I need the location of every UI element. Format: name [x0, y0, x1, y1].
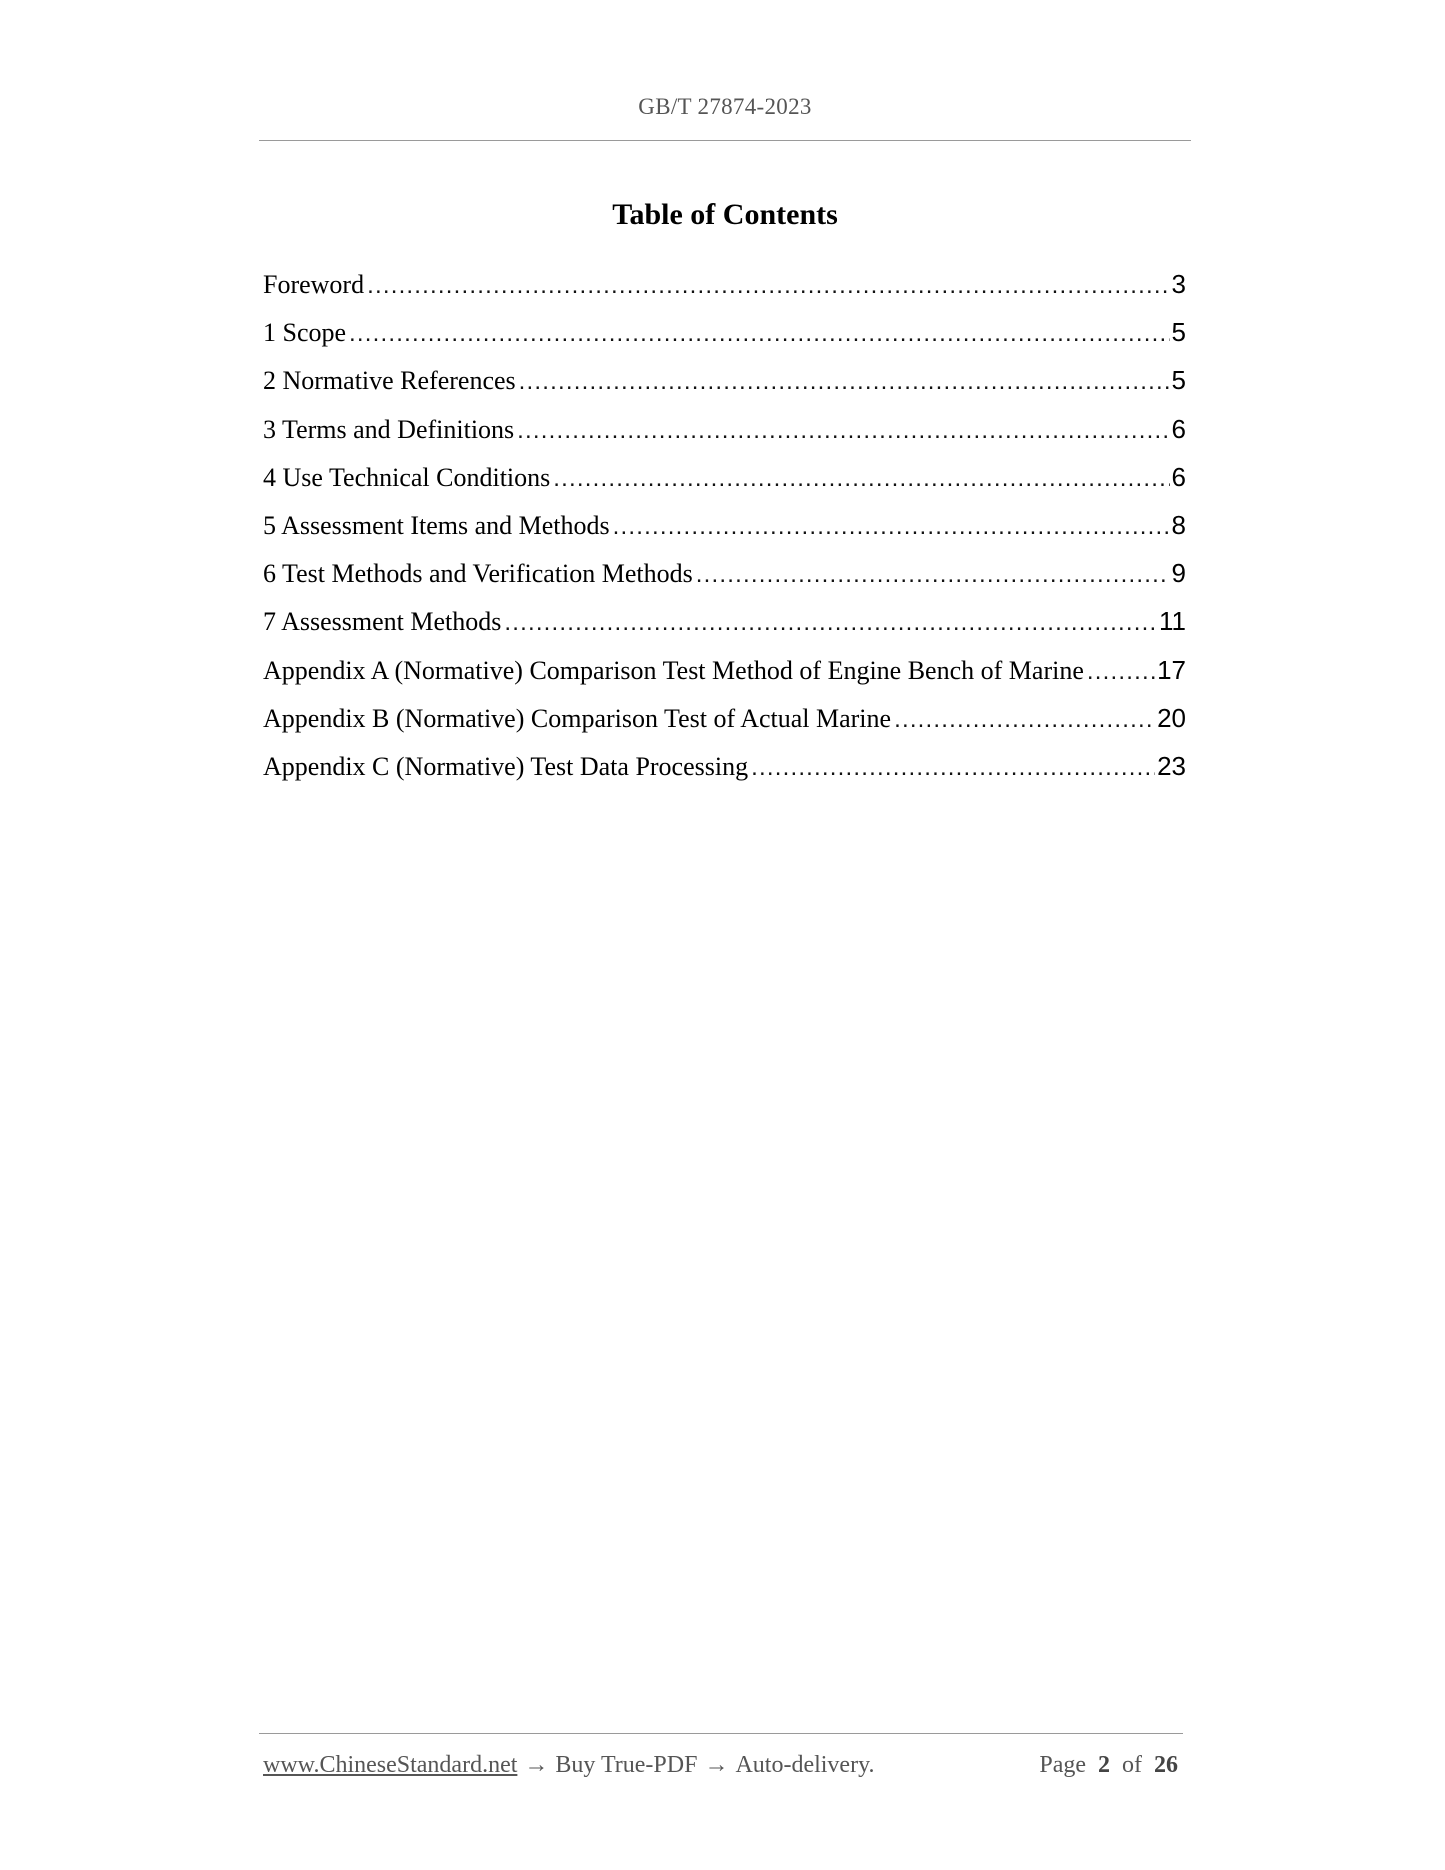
toc-dot-leader	[553, 457, 1169, 501]
toc-entry-text: 3 Terms and Definitions	[263, 414, 515, 444]
header-divider	[259, 140, 1191, 141]
total-pages-number: 26	[1154, 1752, 1178, 1778]
toc-dot-leader	[367, 264, 1169, 308]
toc-dot-leader	[517, 409, 1169, 453]
toc-title: Table of Contents	[612, 198, 838, 231]
toc-dot-leader	[696, 553, 1170, 597]
toc-entry-page: 3	[1171, 269, 1186, 299]
toc-entry-text: 6 Test Methods and Verification Methods	[263, 559, 693, 589]
page-label: Page	[1039, 1752, 1086, 1778]
toc-entry-test-methods[interactable]	[263, 551, 1186, 599]
toc-entry-text: Appendix B (Normative) Comparison Test of Actual Marine	[263, 703, 892, 733]
toc-dot-leader	[349, 312, 1169, 356]
toc-entry-appendix-b[interactable]	[263, 696, 1186, 744]
toc-entry-page: 5	[1171, 365, 1186, 396]
of-label: of	[1122, 1752, 1142, 1778]
delivery-text: Auto-delivery.	[735, 1752, 875, 1778]
toc-entry-use-technical-conditions[interactable]	[263, 455, 1186, 503]
toc-entry-page: 8	[1171, 509, 1186, 540]
toc-entry-appendix-a[interactable]	[263, 648, 1186, 696]
page-counter	[1036, 1752, 1181, 1779]
current-page-number: 2	[1098, 1752, 1110, 1778]
toc-entry-page: 23	[1157, 750, 1186, 781]
toc-dot-leader	[894, 698, 1155, 742]
toc-dot-leader	[504, 601, 1157, 645]
toc-entry-text: 5 Assessment Items and Methods	[263, 510, 610, 540]
toc-entry-text: Foreword	[263, 270, 365, 299]
toc-entry-page: 20	[1157, 702, 1186, 733]
arrow-right-icon: →	[524, 1752, 549, 1778]
toc-entry-foreword[interactable]	[263, 262, 1186, 310]
page-footer	[263, 1752, 1181, 1779]
toc-entry-page: 6	[1171, 413, 1186, 444]
buy-text: Buy True-PDF	[555, 1752, 698, 1778]
toc-entry-appendix-c[interactable]	[263, 744, 1186, 792]
toc-dot-leader	[1087, 650, 1155, 694]
toc-dot-leader	[519, 360, 1170, 404]
toc-entry-text: Appendix A (Normative) Comparison Test Method of Engine Bench of Marine	[263, 655, 1084, 685]
toc-entry-page: 17	[1157, 654, 1186, 685]
toc-entry-scope[interactable]	[263, 310, 1186, 358]
toc-entry-text: 1 Scope	[263, 318, 347, 348]
toc-dot-leader	[613, 505, 1170, 549]
footer-divider	[259, 1733, 1183, 1734]
toc-entry-text: 2 Normative References	[263, 366, 516, 396]
arrow-right-icon: →	[704, 1752, 729, 1778]
toc-entry-normative-references[interactable]	[263, 358, 1186, 406]
toc-entry-assessment-items[interactable]	[263, 503, 1186, 551]
document-header-code: GB/T 27874-2023	[638, 94, 812, 119]
site-link[interactable]: www.ChineseStandard.net	[263, 1752, 518, 1778]
toc-entry-page: 11	[1159, 606, 1186, 637]
toc-entry-page: 5	[1171, 317, 1186, 348]
toc-entry-text: 4 Use Technical Conditions	[263, 462, 551, 492]
toc-entry-page: 9	[1171, 558, 1186, 589]
toc-entry-page: 6	[1171, 461, 1186, 492]
toc-entry-text: Appendix C (Normative) Test Data Processing	[263, 751, 749, 781]
toc-dot-leader	[751, 746, 1155, 790]
footer-promo	[263, 1752, 875, 1779]
toc-entry-text: 7 Assessment Methods	[263, 607, 502, 637]
toc-entry-assessment-methods[interactable]	[263, 599, 1186, 647]
toc-entry-terms-definitions[interactable]	[263, 407, 1186, 455]
toc-list	[263, 262, 1186, 792]
